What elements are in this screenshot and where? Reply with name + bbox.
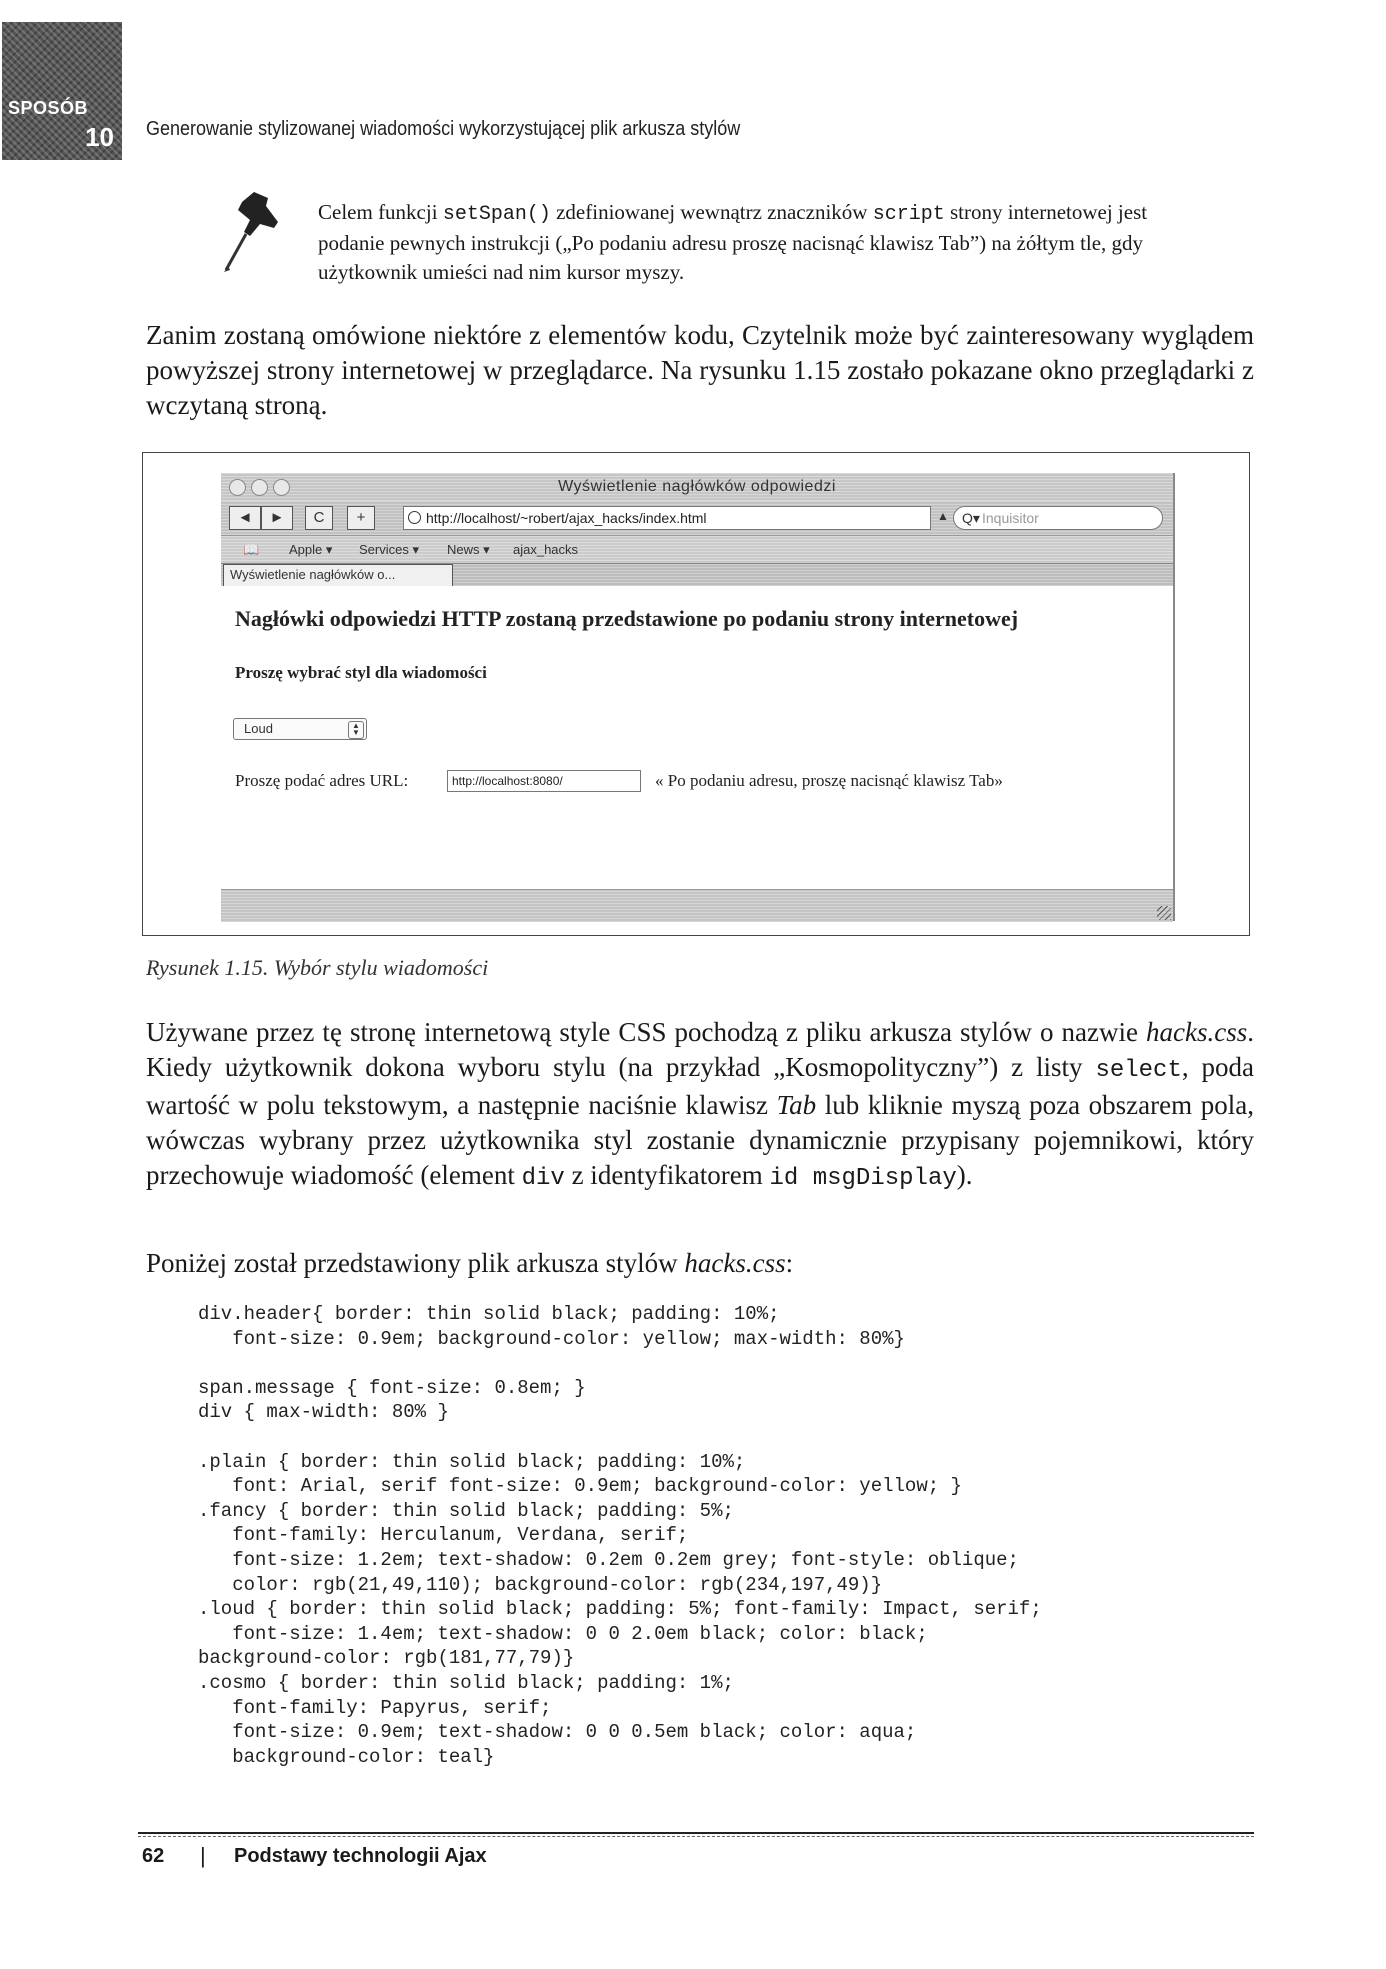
tab-bar	[221, 563, 1173, 587]
code-select: select	[1095, 1057, 1182, 1084]
url-hint: « Po podaniu adresu, proszę nacisnąć klawisz Tab»	[655, 771, 1003, 790]
book-title: Podstawy technologii Ajax	[234, 1845, 487, 1867]
badge-number: 10	[85, 122, 114, 152]
style-select-value: Loud	[244, 721, 273, 736]
note-text: Celem funkcji setSpan() zdefiniowanej wewnątrz znaczników script strony internetowej jest podanie pewnych instrukcji („Po podaniu adresu proszę nacisnąć klawisz Tab”) na żółtym tle, gdy użytkownik umieści nad nim kursor myszy.	[318, 200, 1148, 284]
page-heading: Nagłówki odpowiedzi HTTP zostaną przedstawione po podaniu strony internetowej	[235, 606, 1019, 631]
browser-toolbar	[221, 501, 1173, 535]
select-arrows-icon: ▲ ▼	[348, 721, 364, 739]
status-bar	[221, 889, 1173, 922]
running-title: Generowanie stylizowanej wiadomości wykorzystującej plik arkusza stylów	[146, 118, 741, 140]
page-number: 62	[142, 1845, 165, 1867]
filename-hacks-css: hacks.css	[1146, 1017, 1248, 1047]
footer-separator: |	[200, 1843, 206, 1868]
code-script: script	[872, 203, 945, 226]
back-button[interactable]: ◄	[229, 506, 261, 530]
book-icon[interactable]: 📖	[243, 542, 260, 557]
globe-icon	[408, 511, 421, 524]
reload-button[interactable]: C	[305, 506, 333, 530]
bookmark-news[interactable]: News ▾	[447, 542, 490, 557]
badge-label: SPOSÓB	[8, 98, 89, 118]
code-div: div	[521, 1165, 565, 1192]
address-bar[interactable]	[403, 506, 931, 530]
bookmark-services[interactable]: Services ▾	[359, 542, 419, 557]
section-badge	[2, 22, 122, 160]
footer-rule-dashed	[138, 1836, 1254, 1837]
browser-window	[221, 473, 1175, 921]
figure-browser-screenshot	[142, 452, 1250, 936]
url-input[interactable]: http://localhost:8080/	[447, 770, 641, 792]
code-id-msgdisplay: id msgDisplay	[769, 1165, 957, 1192]
search-placeholder: Inquisitor	[982, 510, 1039, 526]
paragraph-css-description: Używane przez tę stronę internetową style CSS pochodzą z pliku arkusza stylów o nazwie hacks.css. Kiedy użytkownik dokona wyboru stylu (na przykład „Kosmopolityczny”) z listy select, poda wartość w polu tekstowym, a następnie naciśnie klawisz Tab lub kliknie myszą poza obszarem pola, wówczas wybrany przez użytkownika styl zostanie dynamicznie przypisany pojemnikowi, który przechowuje wiadomość (element div z identyfikatorem id msgDisplay).	[146, 1017, 1255, 1192]
address-dropdown-icon[interactable]: ▲	[937, 509, 949, 523]
css-code-listing: div.header{ border: thin solid black; padding: 10%; font-size: 0.9em; background-color: yellow; max-width: 80%} span.message { font-size: 0.8em; } div { max-width: 80% } .plain { border: thin solid black; padding: 10%; font: Arial, serif font-size: 0.9em; background-color: yellow; } .fancy { border: thin solid black; padding: 5%; font-family: Herculanum, Verdana, serif; font-size: 1.2em; text-shadow: 0.2em 0.2em grey; font-style: oblique; color: rgb(21,49,110); background-color: rgb(234,197,49)} .loud { border: thin solid black; padding: 5%; font-family: Impact, serif; font-size: 1.4em; text-shadow: 0 0 2.0em black; color: black; background-color: rgb(181,77,79)} .cosmo { border: thin solid black; padding: 1%; font-family: Papyrus, serif; font-size: 0.9em; text-shadow: 0 0 0.5em black; color: aqua; background-color: teal}	[198, 1303, 1042, 1768]
bookmarks-bar	[221, 535, 1173, 564]
address-text: http://localhost/~robert/ajax_hacks/index.html	[426, 510, 707, 526]
tab-active[interactable]: Wyświetlenie nagłówków o...	[223, 564, 453, 586]
window-titlebar	[221, 473, 1173, 501]
url-label: Proszę podać adres URL:	[235, 771, 409, 790]
resize-grip-icon[interactable]	[1157, 906, 1171, 920]
code-setspan: setSpan()	[442, 203, 551, 226]
bookmark-apple[interactable]: Apple ▾	[289, 542, 333, 557]
bookmark-ajax-hacks[interactable]: ajax_hacks	[513, 542, 579, 557]
paragraph-intro: Zanim zostaną omówione niektóre z elementów kodu, Czytelnik może być zainteresowany wyglądem powyższej strony internetowej w przeglądarce. Na rysunku 1.15 zostało pokazane okno przeglądarki z wczytaną stroną.	[146, 320, 1254, 420]
pushpin-icon	[210, 184, 300, 284]
forward-button[interactable]: ►	[261, 506, 293, 530]
style-prompt-label: Proszę wybrać styl dla wiadomości	[235, 663, 487, 682]
add-bookmark-button[interactable]: +	[347, 506, 375, 530]
page-content	[221, 586, 1173, 889]
figure-caption: Rysunek 1.15. Wybór stylu wiadomości	[146, 955, 489, 980]
style-select[interactable]	[233, 718, 367, 740]
window-title: Wyświetlenie nagłówków odpowiedzi	[558, 478, 836, 495]
key-tab: Tab	[776, 1090, 817, 1120]
search-field[interactable]	[953, 506, 1163, 530]
paragraph-stylesheet-intro: Poniżej został przedstawiony plik arkusza stylów hacks.css:	[146, 1248, 794, 1278]
filename-hacks-css: hacks.css	[684, 1248, 786, 1278]
footer-rule	[138, 1832, 1254, 1834]
search-icon: Q▾	[962, 510, 980, 526]
